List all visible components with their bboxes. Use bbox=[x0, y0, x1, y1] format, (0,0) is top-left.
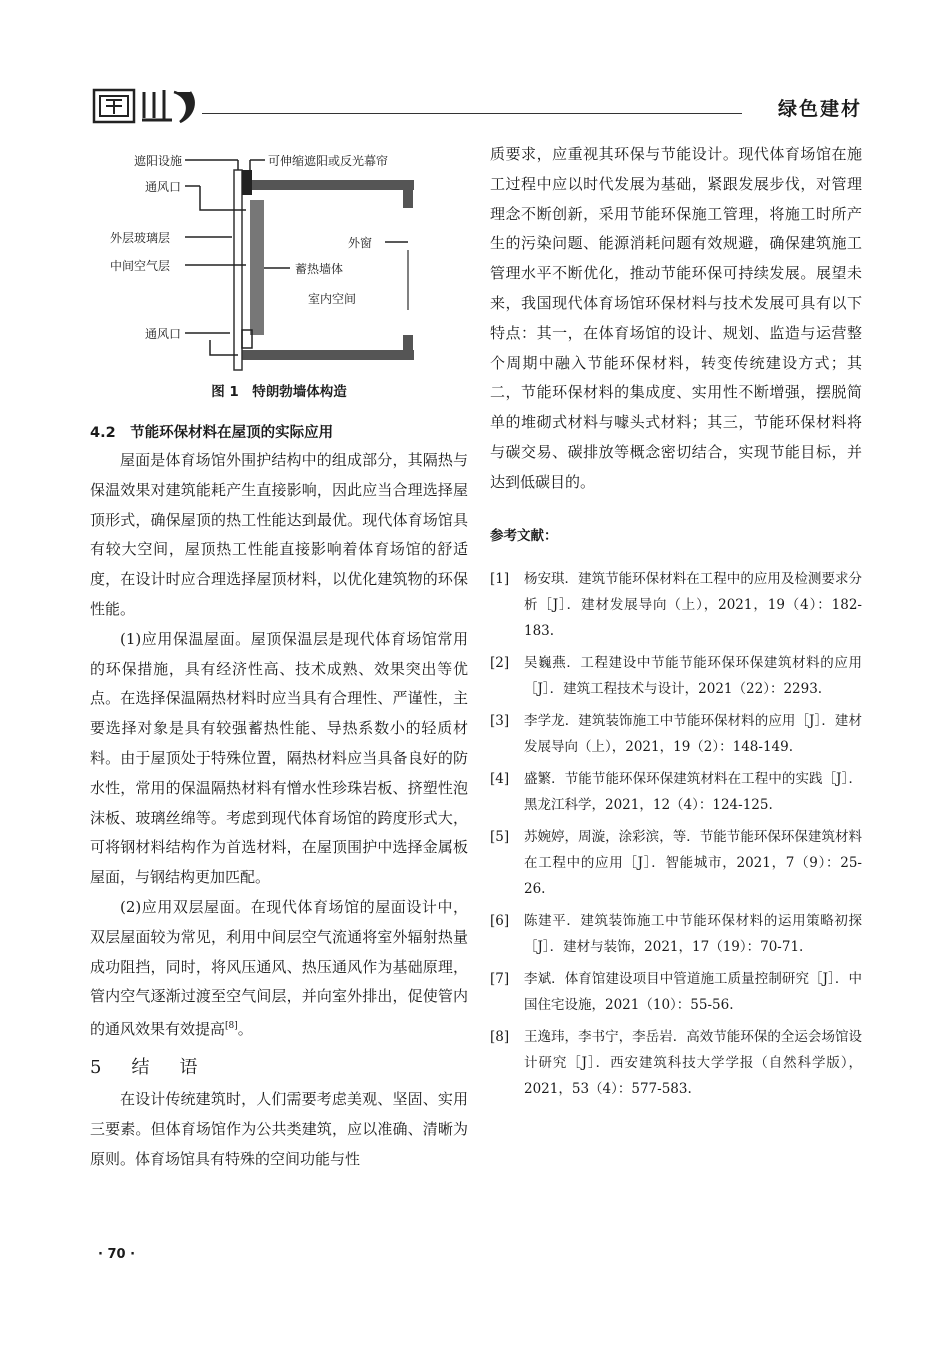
reference-item: [6] 陈建平．建筑装饰施工中节能环保材料的运用策略初探［J］．建材与装饰，2021，17（19）：70-71. bbox=[490, 912, 862, 955]
label-vent-top: 通风口 bbox=[145, 180, 182, 194]
right-wall-top bbox=[403, 180, 413, 208]
figure-1 bbox=[90, 140, 468, 405]
right-column bbox=[490, 140, 862, 1108]
reference-item: [4] 盛繁．节能节能环保环保建筑材料在工程中的实践［J］．黑龙江科学，2021，12（4）：124-125. bbox=[490, 770, 862, 813]
label-vent-bottom: 通风口 bbox=[145, 327, 182, 341]
glass-layer bbox=[234, 170, 242, 370]
figure-caption: 图 1 特朗勃墙体构造 bbox=[211, 384, 347, 400]
page-header bbox=[92, 82, 862, 132]
journal-logo-icon bbox=[92, 86, 202, 126]
section-heading-5: 5 结 语 bbox=[90, 1056, 204, 1078]
reference-item: [5] 苏婉婷，周漩，涂彩滨，等．节能节能环保环保建筑材料在工程中的应用［J］．智能城市，2021，7（9）：25-26. bbox=[490, 828, 862, 897]
label-glass: 外层玻璃层 bbox=[110, 231, 171, 245]
citation: [8] bbox=[225, 1021, 238, 1032]
reference-item: [7] 李斌．体育馆建设项目中管道施工质量控制研究［J］．中国住宅设施，2021（10）：55-56. bbox=[490, 970, 862, 1013]
label-curtain: 可伸缩遮阳或反光幕帘 bbox=[268, 154, 389, 168]
paragraph-roof-intro: 屋面是体育场馆外围护结构中的组成部分，其隔热与保温效果对建筑能耗产生直接影响，因此应当合理选择屋顶形式，确保屋顶的热工性能达到最优。现代体育场馆具有较大空间，屋顶热工性能直接影响着体育场馆的舒适度，在设计时应合理选择屋顶材料，以优化建筑物的环保性能。 bbox=[90, 451, 468, 618]
label-window: 外窗 bbox=[348, 236, 373, 250]
label-wall: 蓄热墙体 bbox=[295, 262, 344, 276]
section-tag: 绿色建材 bbox=[777, 98, 862, 120]
label-air: 中间空气层 bbox=[110, 259, 171, 273]
left-column bbox=[90, 140, 468, 1174]
reference-item: [2] 吴巍燕．工程建设中节能节能环保环保建筑材料的应用［J］．建筑工程技术与设计，2021（22）：2293. bbox=[490, 654, 862, 697]
label-shading: 遮阳设施 bbox=[134, 154, 183, 168]
references-list bbox=[490, 566, 862, 1102]
page-number: · 70 · bbox=[98, 1247, 136, 1262]
roof-slab bbox=[242, 180, 414, 190]
header-rule bbox=[202, 113, 742, 114]
paragraph-conclusion: 在设计传统建筑时，人们需要考虑美观、坚固、实用三要素。但体育场馆作为公共类建筑，应以准确、清晰为原则。体育场馆具有特殊的空间功能与性 bbox=[90, 1089, 468, 1168]
thermal-wall bbox=[250, 200, 264, 335]
label-room: 室内空间 bbox=[308, 292, 357, 306]
reference-item: [1] 杨安琪．建筑节能环保材料在工程中的应用及检测要求分析［J］．建材发展导向（上），2021，19（4）：182-183. bbox=[490, 570, 862, 639]
right-wall-bottom bbox=[403, 335, 413, 360]
floor-slab bbox=[242, 350, 414, 360]
reference-item: [8] 王逸玮，李书宁，李岳岩．高效节能环保的全运会场馆设计研究［J］．西安建筑科技大学学报（自然科学版），2021，53（4）：577-583. bbox=[490, 1028, 862, 1097]
paragraph-insulated-roof: (1)应用保温屋面。屋顶保温层是现代体育场馆常用的环保措施，具有经济性高、技术成熟、效果突出等优点。在选择保温隔热材料时应当具有合理性、严谨性，主要选择对象是具有较强蓄热性能、导热系数小的轻质材料。由于屋顶处于特殊位置，隔热材料应当具备良好的防水性，常用的保温隔热材料有憎水性珍珠岩板、挤塑性泡沫板、玻璃丝绵等。考虑到现代体育场馆的跨度形式大，可将钢材料结构作为首选材料，在屋顶围护中选择金属板屋面，与钢结构更加匹配。 bbox=[90, 629, 468, 887]
paragraph-conclusion-cont: 质要求，应重视其环保与节能设计。现代体育场馆在施工过程中应以时代发展为基础，紧跟发展步伐，对管理理念不断创新，采用节能环保施工管理，将施工时所产生的污染问题、能源消耗问题有效规避，确保建筑施工管理水平不断优化，推动节能环保可持续发展。展望未来，我国现代体育场馆环保材料与技术发展可具有以下特点：其一，在体育场馆的设计、规划、监造与运营整个周期中融入节能环保材料，转变传统建设方式；其二，节能环保材料的集成度、实用性不断增强，摆脱简单的堆砌式材料与噱头式材料；其三，节能环保材料将与碳交易、碳排放等概念密切结合，实现节能目标，并达到低碳目的。 bbox=[490, 145, 862, 491]
journal-logo bbox=[92, 86, 202, 126]
reference-item: [3] 李学龙．建筑装饰施工中节能环保材料的应用［J］．建材发展导向（上），2021，19（2）：148-149. bbox=[490, 712, 862, 755]
references-title: 参考文献： bbox=[490, 527, 558, 544]
paragraph-double-roof: (2)应用双层屋面。在现代体育场馆的屋面设计中，双层屋面较为常见，利用中间层空气流通将室外辐射热量成功阻挡，同时，将风压通风、热压通风作为基础原理，管内空气逐渐过渡至空气间层，并向室外排出，促使管内的通风效果有效提高[8]。 bbox=[90, 897, 468, 1039]
section-heading-4-2: 4.2 节能环保材料在屋顶的实际应用 bbox=[90, 425, 334, 441]
